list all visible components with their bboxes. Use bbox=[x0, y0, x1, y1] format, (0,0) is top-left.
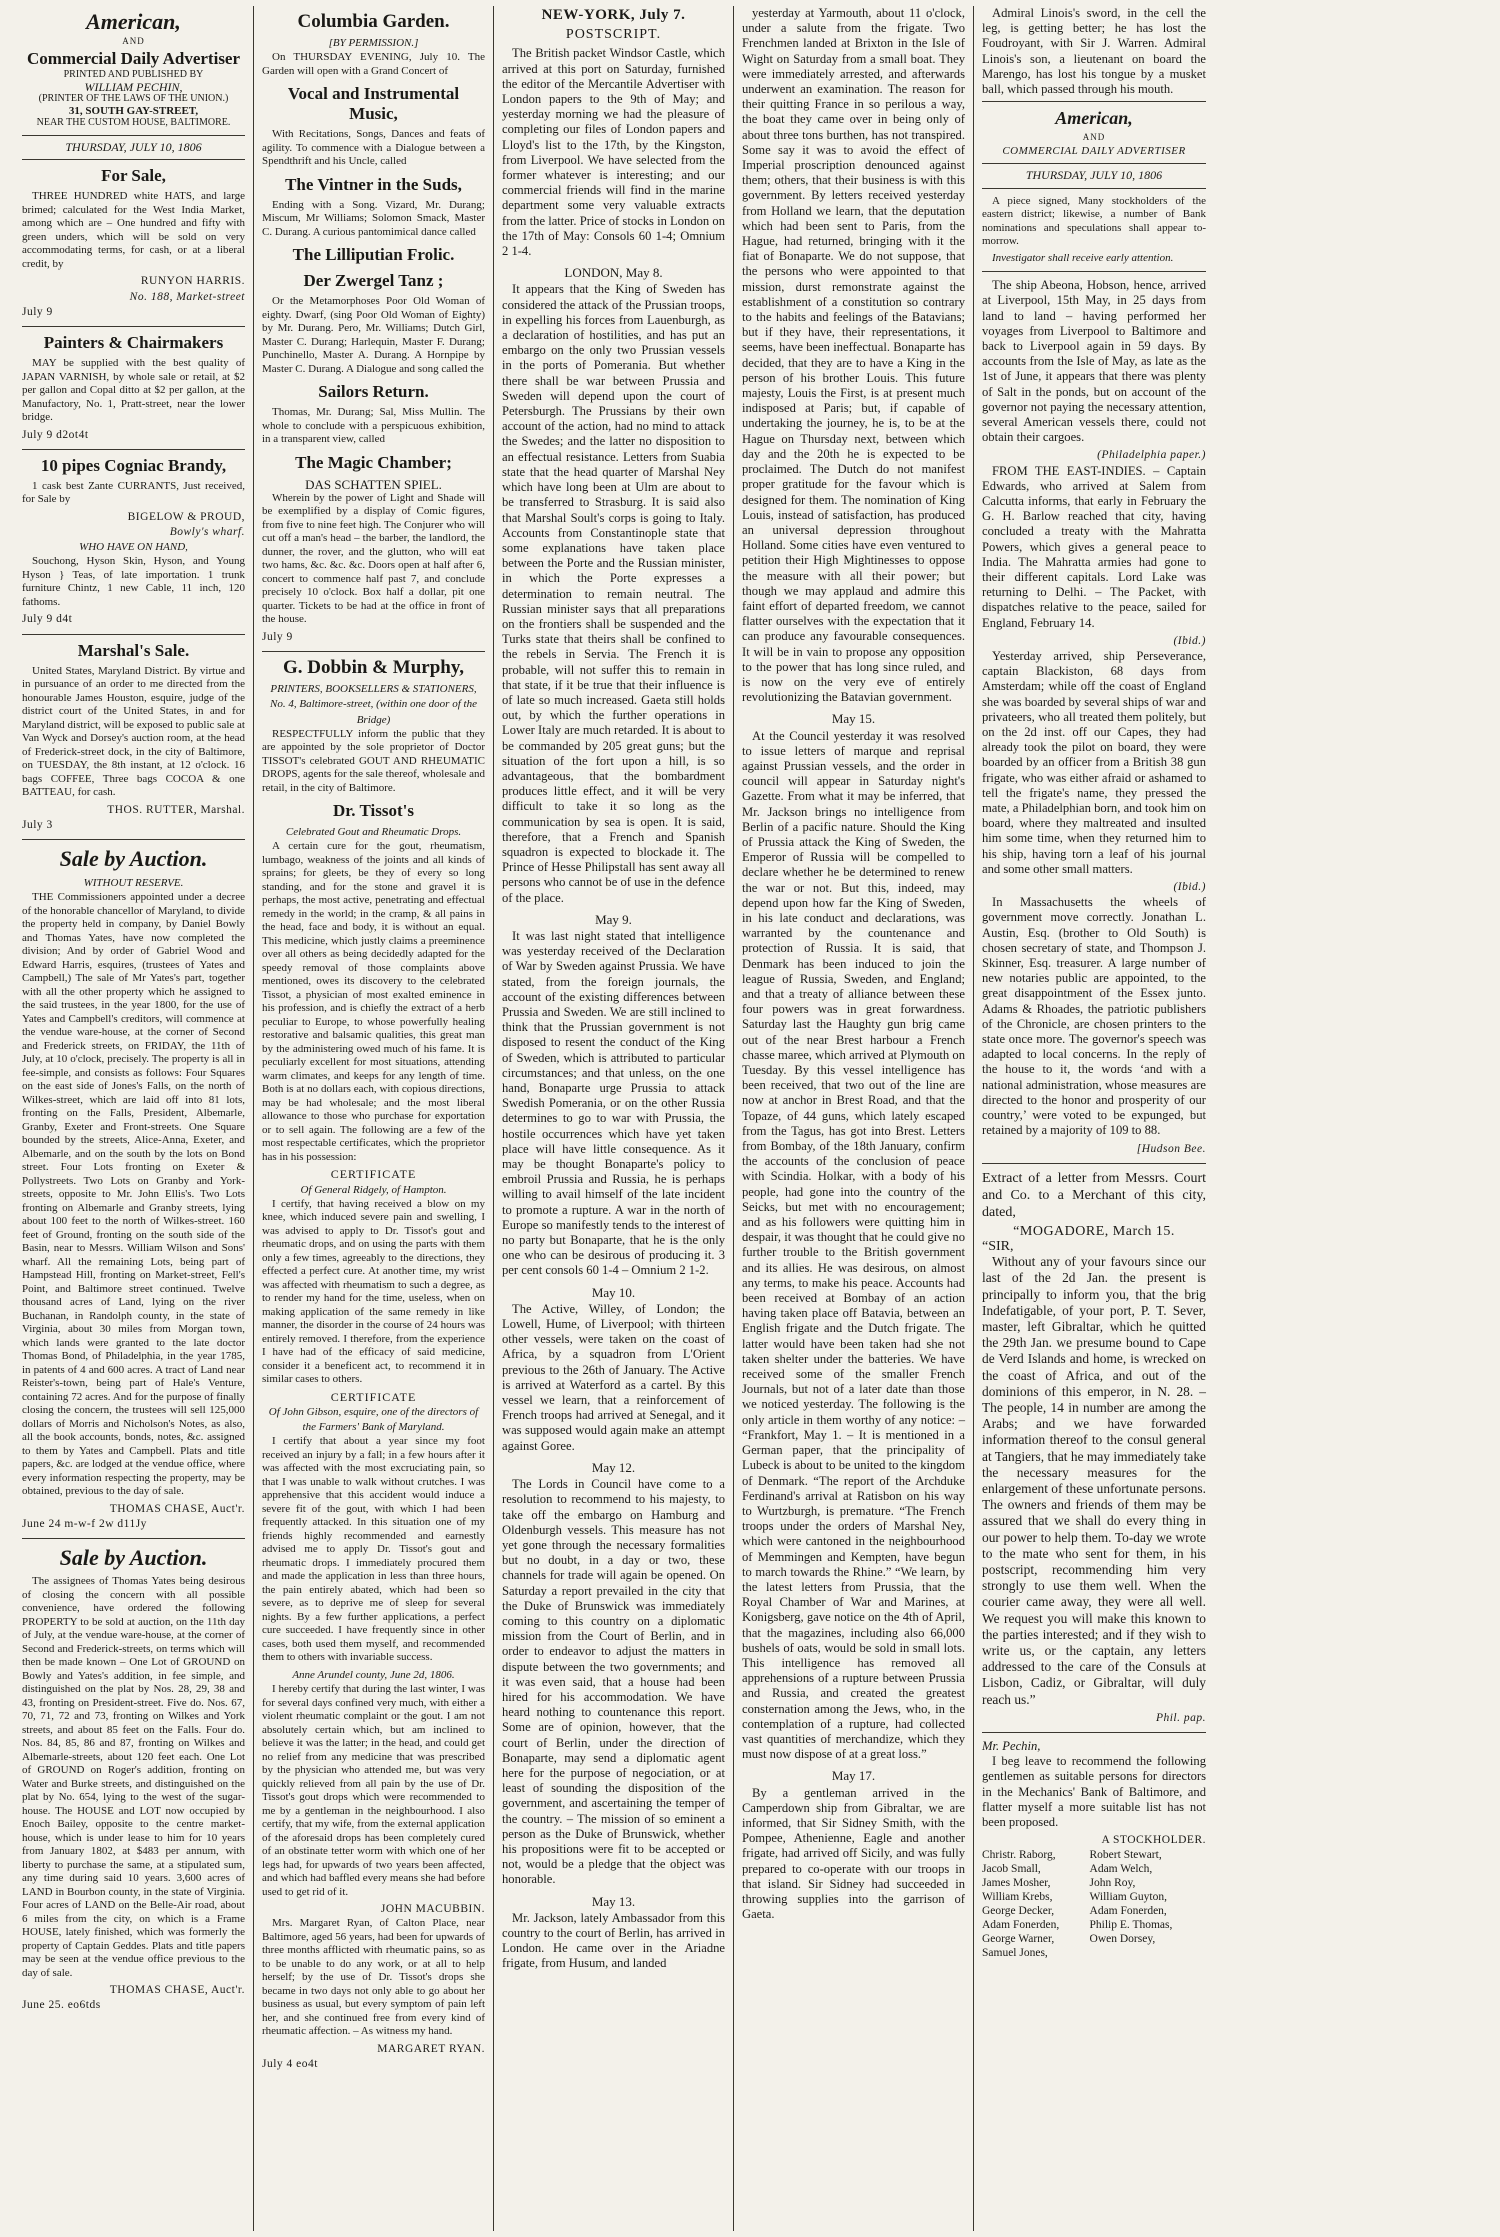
ad-body: Ending with a Song. Vizard, Mr. Durang; Miscum, Mr Williams; Solomon Smack, Master C. Durang. A curious pantomimical dance called bbox=[262, 198, 485, 238]
ad-signature: THOS. RUTTER, Marshal. bbox=[107, 803, 245, 816]
certificate-heading: CERTIFICATE bbox=[330, 1389, 417, 1404]
address-2: NEAR THE CUSTOM HOUSE, BALTIMORE. bbox=[36, 117, 231, 129]
masthead-and: AND bbox=[122, 36, 145, 46]
ad-subheading: WHO HAVE ON HAND, bbox=[79, 541, 188, 554]
editor-note: A piece signed, Many stockholders of the eastern district; likewise, a number of Bank nominations and speculations shall appear to-morrow. bbox=[982, 194, 1206, 248]
editor-note: Investigator shall receive early attention. bbox=[992, 251, 1174, 264]
ad-heading: Columbia Garden. bbox=[297, 11, 450, 32]
column-1 bbox=[14, 6, 254, 2231]
news-body: yesterday at Yarmouth, about 11 o'clock, under a salute from the frigate. Two Frenchmen landed at Brixton in the Isle of Wight on Saturday from a small boat. They were immediately arrested, and afterwards underwent an examination. The reason for their quitting France in so perilous a way, the boat they came over in being only of about three tons burthen, has not transpired. Some say it was to avoid the effect of Imperial proscription denounced against them; others, that their business is with this government. By letters received yesterday from Holland we learn, that the deputation which had been sent to Paris, from the Hague, had returned, bringing with it the fiat of Bonaparte. We do not suppose, that the persons who were appointed to that mission, durst remonstrate against the establishment of a constitution so contrary to the habits and feelings of the Batavians; but if they have, their representations, it seems, have been ineffectual. Bonaparte has decided, that they are to have a King in the person of his brother Louis. This future majesty, Louis the First, is at present much indisposed at Paris; but, if capable of undertaking the journey, he is, to be at the Hague on Thursday next, between which day and the 20th he is expected to be proclaimed. The Dutch do not manifest proper gratitude for the favour which is designed for them. The nomination of King Louis, instead of satisfaction, has produced an universal depression throughout Holland. Some cities have even ventured to petition their High Mightinesses to oppose the measure with all their power; but though we may applaud and admire this faint effort of departed freedom, we cannot flatter ourselves with the expectation that it can produce any favourable consequences. It will be in vain to propose any opposition to the power that has long since ruled, and is now on the very eve of entirely revolutionizing the Batavian government. bbox=[742, 6, 965, 705]
column-2 bbox=[254, 6, 494, 2231]
news-source: (Ibid.) bbox=[1173, 634, 1206, 647]
masthead bbox=[22, 6, 245, 136]
news-body: The ship Abeona, Hobson, hence, arrived at Liverpool, 15th May, in 25 days from land to land – having performed her voyages from Liverpool to Baltimore and back to Liverpool again in 59 days. By accounts from the Isle of May, as late as the 1st of June, it appears that there was plenty of Salt in the ponds, but on account of the governor not paying the necessary attention, several American vessels there, could not obtain their cargoes. bbox=[982, 278, 1206, 445]
director-name: John Roy, bbox=[1089, 1877, 1136, 1890]
ad-body: THE Commissioners appointed under a decree of the honorable chancellor of Maryland, to divide the property held in company, by Daniel Bowly and Thomas Yates, have now completed the division; And by order of Gabriel Wood and Edward Harris, esquires, (trustees of Yates and Campbell,) The sale of Mr Yates's part, together with all the other property which he assigned to the said trustees, in the year 1800, for the use of Yates and Campbell's creditors, will commence at the vendue ware-house, at the corner of Second and Frederick streets, on FRIDAY, the 11th of July, at 10 o'clock, precisely. The property is all in fee-simple, and consists as follows: Four Squares on the east side of Jones's Falls, on the north of Wilkes-street, which are laid off into 81 lots, fronting on the Falls, President, Albemarle, Granby, Exeter and Front-streets. One Square bounded by the streets, Alice-Anna, Exeter, and Albemarle, and on the south by the lots on Bond street. Four Lots fronting on Exeter & Pollystreets. Two Lots on Granby and York-streets, opposite to Mr. John Ellis's. Two Lots fronting on Albemarle and Granby streets, lying about 100 feet to the north of Wilkes-street. 160 feet of Ground, fronting on the south side of the Basin, near to Messrs. William Wilson and Sons' wharf. All the remaining Lots, being part of Hampstead Hill, fronting on Market-street, Fell's Point, and Baltimore street continued. Twelve thousand acres of Land, lying on the river Buchanan, in Randolph county, in the state of Virginia, about 30 miles from Morgan town, which lands were granted to the late doctor Thomas Bond, of Philadelphia, in the year 1785, in patents of 4 and 600 acres. A tract of Land near Reister's-town, being part of Hale's Venture, containing 72 acres. And for the purpose of finally closing the concern, the trustees will sell 125,000 dollars of Morris and Nicholson's Notes, as also, all the book accounts, bonds, notes, &c. assigned to them by Yates and Campbell. Plats and title papers, &c. are lodged at the vendue office, where every information respecting the property, may be obtained, previous to the day of sale. bbox=[22, 891, 245, 1498]
divider bbox=[22, 326, 245, 327]
certificate-subheading: Of General Ridgely, of Hampton. bbox=[300, 1183, 447, 1196]
news-date: May 17. bbox=[831, 1768, 876, 1784]
dateline: THURSDAY, JULY 10, 1806 bbox=[982, 164, 1206, 188]
news-body: The Active, Willey, of London; the Lowell, Hume, of Liverpool; with thirteen other vessels, were taken on the coast of Africa, by a squadron from L'Orient previous to the 26th of January. The Active is arrived at Waterford as a cartel. By this vessel we learn, that a reinforcement of French troops had arrived at Senegal, and it was supposed would again make an attempt against Goree. bbox=[502, 1301, 725, 1453]
ad-subheading: WITHOUT RESERVE. bbox=[83, 876, 184, 889]
ad-body: Souchong, Hyson Skin, Hyson, and Young Hyson } Teas, of late importation. 1 trunk furniture Chintz, 1 new Cable, 11 inch, 120 fathoms. bbox=[22, 555, 245, 608]
masthead-subtitle: COMMERCIAL DAILY ADVERTISER bbox=[1002, 145, 1186, 158]
ad-signature: THOMAS CHASE, Auct'r. bbox=[109, 1502, 245, 1515]
ad-body: MAY be supplied with the best quality of JAPAN VARNISH, by whole sale or retail, at $2 per gallon and Copal ditto at $2 per gallon, at the Manufactory, No. 1, Pratt-street, near the lower bridge. bbox=[22, 357, 245, 424]
ad-body: Or the Metamorphoses Poor Old Woman of eighty. Dwarf, (sing Poor Old Woman of Eighty) by Mr. Durang. Pero, Mr. Williams; Dutch Girl, Master C. Durang; Harlequin, Master F. Durang; Punchinello, Master A. Durang. A Hornpipe by Master C. Durang. A Dialogue and song called the bbox=[262, 295, 485, 375]
news-source: (Ibid.) bbox=[1173, 881, 1206, 894]
divider bbox=[22, 634, 245, 635]
printer-note: (PRINTER OF THE LAWS OF THE UNION.) bbox=[38, 93, 229, 105]
ad-body: A certain cure for the gout, rheumatism, lumbago, weakness of the joints and all kinds of sprains; for gleets, be they of every so long standing, and for the stone and gravel it is perhaps, the most active, penetrating and effectual remedy in the world; in the cramp, & all pains in the head, face and body, it is without an equal. This medicine, which justly claims a preeminence over all others as being decidedly adapted for the speedy removal of those complaints above mentioned, owes its discovery to the celebrated Tissot, a physician of most exalted eminence in his profession, and is chiefly the extract of a herb peculiar to Europe, to whose powerfully healing restorative and balsamic qualities, this great man by the administering owed much of his fame. It is peculiarly excellent for most situations, attending warm climates, and keeps for any length of time. Both is at no dollars each, with copious directions, may be had wholesale; and the most liberal allowance to those who purchase for exportation or to sell again. The following are a few of the most respectable certificates, which the proprietor has in his possession: bbox=[262, 840, 485, 1163]
masthead-title: American, bbox=[86, 9, 181, 34]
ad-signature: BIGELOW & PROUD, bbox=[127, 510, 245, 523]
news-body: At the Council yesterday it was resolved to issue letters of marque and reprisal against Prussian vessels, and the order in council will appear in Saturday night's Gazette. From what it may be inferred, that Mr. Jackson brings no intelligence from Berlin of a pacific nature. Should the King of Prussia attack the King of Sweden, the Emperor of Russia will be compelled to declare whether he be determined to renew the war or not. But this, indeed, may depend upon how far the King of Sweden, in his late conduct and declarations, was warranted by the countenance and protection of Russia. It is said, that Denmark has been induced to join the league of Russia, Sweden, and England; and that a treaty of alliance between these four powers was in great forwardness. Saturday last the Haughty gun brig came out of the near Brest harbour a French chasse maree, which arrived at Plymouth on Tuesday. By this vessel intelligence has been received, that two out of the line are now at anchor in Brest Road, and that the Topaze, of 44 guns, which lately escaped from the Tagus, has got into Brest. Letters from Bombay, of the 18th January, confirm the accounts of the conclusion of peace with Scindia. Holkar, with a body of his people, had gone into the country of the Seicks, but met with no encouragement; and as his followers were quitting him in despair, it was thought that he could give no further trouble to the British government and its allies. He was desirous, on almost any terms, to make his peace. Accounts had been received at Bombay of an action having taken place off Batavia, between an English frigate and the Dutch frigate. The latter would have been taken had she not taken shelter under the batteries. We have received some of the smaller French Journals, but not of a later date than those we noticed yesterday. The following is the only article in them worthy of any notice: – “Frankfort, May 1. – It is mentioned in a German paper, that the principality of Lubeck is about to be united to the kingdom of Denmark. “The report of the Archduke Ferdinand's arrival at Ratisbon on his way to Wurtzburgh, is premature. “The French troops under the orders of Marshal Ney, which were cantoned in the neighbourhood of Memmingen and Kempten, have begun to march towards the Rhine.” “We learn, by the latest letters from Prussia, that the Royal Chamber of War and Marines, at Konigsberg, gave notice on the 4th of April, that the magazines, including also 66,000 bushels of oats, would be sold in small lots. This intelligence has removed all apprehensions of a rupture between Prussia and Russia, and created the greatest consternation among the Jews, who, in the contemplation of a rupture, had collected vast quantities of merchandize, which they must now dispose of at a great loss.” bbox=[742, 728, 965, 1762]
news-body: The Lords in Council have come to a resolution to recommend to his majesty, to take off the embargo on Hamburg and Oldenburgh vessels. This measure has not yet gone through the necessary formalities but no doubt, in a day or two, these channels for trade will again be opened. On Saturday a report prevailed in the city that the Duke of Brunswick was immediately coming to this country on a diplomatic mission from the Court of Berlin, and in order to endeavor to adjust the matters in dispute between the two governments; and it was even said, that a house had been hired for his accommodation. We have heard nothing to countenance this report. Some are of opinion, however, that the court of Berlin, under the direction of Bonaparte, may send a diplomatic agent here for the purpose of negociation, or at least of sounding the disposition of the government, and ascertaining the temper of the country. – The mission of so eminent a person as the Duke of Brunswick, whether his propositions were fit to be accepted or not, would be a pledge that the object was honorable. bbox=[502, 1477, 725, 1887]
news-dateline: NEW-YORK, July 7. bbox=[541, 7, 686, 23]
ad-body: Wherein by the power of Light and Shade will be exemplified by a display of Comic figures, from five to nine feet high. The Conjurer who will cut off a man's head – the barber, the landlord, the dunner, the rover, and the glutton, who will eat two hams, &c. &c. &c. Doors open at half after 6, concert to commence half past 7, and conclude precisely 10 o'clock. Box half a dollar, pit one quarter. Tickets to be had at the office in front of the house. bbox=[262, 491, 485, 626]
ad-signature-address: Bowly's wharf. bbox=[169, 525, 245, 538]
news-body: FROM THE EAST-INDIES. – Captain Edwards, who arrived at Salem from Calcutta informs, that early in February the G. H. Barlow reached that city, having concluded a treaty with the Mahratta Powers, which gives a general peace to India. The Mahratta armies had gone to their different capitals. Lord Lake was returning to Delhi. – The Packet, with dispatches relative to the peace, sailed for England, February 14. bbox=[982, 463, 1206, 630]
ad-date: July 9 d2ot4t bbox=[22, 428, 89, 441]
director-name: George Decker, bbox=[982, 1905, 1055, 1918]
director-name: Philip E. Thomas, bbox=[1089, 1919, 1173, 1932]
news-date: May 15. bbox=[831, 711, 876, 727]
news-body: By a gentleman arrived in the Camperdown ship from Gibraltar, we are informed, that Sir Sidney Smith, with the Pompee, Athenienne, Eagle and another frigate, had arrived off Sicily, and was fully prepared to co-operate with our troops in that island. Sir Sidney had succeeded in throwing supplies into the garrison of Gaeta. bbox=[742, 1785, 965, 1922]
program-title: Der Zwergel Tanz ; bbox=[303, 271, 444, 291]
certificate-place: Anne Arundel county, June 2d, 1806. bbox=[292, 1668, 455, 1681]
news-body: It was last night stated that intelligence was yesterday received of the Declaration of War by Sweden against Prussia. We have stated, from the foreign journals, the account of the existing differences between Prussia and Sweden. We are still inclined to think that the Prussian government is not disposed to resent the conduct of the King of Sweden, which is attributed to particular circumstances; and that unless, on the one hand, Bonaparte urge Prussia to attack Swedish Pomerania, or on the other Russia determines to go to war with Prussia, the hostile occurrences which have yet taken place will have little consequence. As it may be thought Bonaparte's policy to embroil Prussia and Russia, he is perhaps willing to avail himself of the late incident to promote a rupture. A war in the north of Europe so manifestly tends to the interest of no party but Bonaparte, that he is the only one who can be desirous of producing it. 3 per cent consols 60 1-4 – Omnium 2 1-2. bbox=[502, 928, 725, 1278]
ad-heading: Sale by Auction. bbox=[59, 1545, 208, 1571]
director-name: William Krebs, bbox=[982, 1891, 1053, 1904]
news-date: May 13. bbox=[591, 1893, 636, 1909]
printer-name: WILLIAM PECHIN, bbox=[84, 80, 183, 95]
masthead-title: American, bbox=[1055, 108, 1133, 129]
ad-body: THREE HUNDRED white HATS, and large brimed; calculated for the West India Market, among which are – One hundred and fifty with green unders, which will be sold on very accommodating terms, for cash, or at a liberal credit, by bbox=[22, 190, 245, 270]
postscript-heading: POSTSCRIPT. bbox=[565, 27, 662, 43]
letter-place: “MOGADORE, March 15. bbox=[1013, 1223, 1175, 1239]
news-date: LONDON, May 8. bbox=[564, 265, 663, 281]
ad-heading: Marshal's Sale. bbox=[77, 640, 190, 660]
letter-heading: Extract of a letter from Messrs. Court and Co. to a Merchant of this city, dated, bbox=[982, 1170, 1206, 1220]
director-name: Adam Fonerden, bbox=[982, 1919, 1060, 1932]
certificate-heading: CERTIFICATE bbox=[330, 1167, 417, 1182]
divider bbox=[262, 651, 485, 652]
director-name: Samuel Jones, bbox=[982, 1947, 1048, 1960]
printer-line: PRINTED AND PUBLISHED BY bbox=[63, 69, 204, 81]
masthead-small bbox=[982, 101, 1206, 164]
ad-date: June 24 m-w-f 2w d11Jy bbox=[22, 1517, 147, 1530]
column-3 bbox=[494, 6, 734, 2231]
ad-date: July 9 bbox=[262, 630, 293, 643]
ad-heading: 10 pipes Cogniac Brandy, bbox=[40, 455, 227, 475]
program-subtitle: DAS SCHATTEN SPIEL. bbox=[305, 476, 442, 492]
letter-signature: A STOCKHOLDER. bbox=[1101, 1834, 1206, 1847]
news-body: Admiral Linois's sword, in the cell the leg, is getting better; he has lost the Foudroyant, with Sir J. Warren. Admiral Linois's son, a lieutenant on board the Marengo, has lost his tongue by a musket ball, which passed through his mouth. bbox=[982, 6, 1206, 97]
ad-date: July 4 eo4t bbox=[262, 2058, 318, 2071]
ad-heading: Painters & Chairmakers bbox=[43, 333, 224, 353]
column-4 bbox=[734, 6, 974, 2231]
masthead-subtitle: Commercial Daily Advertiser bbox=[26, 49, 241, 69]
ad-signature: THOMAS CHASE, Auct'r. bbox=[109, 1984, 245, 1997]
news-date: May 9. bbox=[595, 911, 632, 927]
director-name: Robert Stewart, bbox=[1089, 1849, 1162, 1862]
divider bbox=[22, 449, 245, 450]
director-name: Owen Dorsey, bbox=[1089, 1933, 1156, 1946]
ad-date: July 9 d4t bbox=[22, 613, 73, 626]
ad-body: The assignees of Thomas Yates being desirous of closing the concern with all possible convenience, have ordered the following PROPERTY to be sold at auction, on the 11th day of July, at the vendue ware-house, at the corner of Second and Frederick-streets, on terms which will then be made known – One Lot of GROUND on Bowly and Yates's addition, in fee simple, and distinguished on the plat by Nos. 28, 29, 38 and 43, fronting on President-street. Five do. Nos. 67, 70, 71, 72 and 73, fronting on Wilkes and York streets, and about 85 feet on the Falls. Four do. Nos. 84, 85, 86 and 87, fronting on Wilkes and Albemarle-streets, about 120 feet each. One Lot of GROUND on Roger's addition, fronting on Water and Burke streets, and distinguished on the plat by No. 654, lying to the west of the sugar-house. The HOUSE and LOT now occupied by Enoch Bailey, opposite to the centre market-house, which is under lease to him for 10 years from January 1802, at $483 per annum, with liberty to purchase the same, at a stipulated sum, any time during said 10 years. 3,600 acres of LAND in Bourbon county, in the state of Virginia. Four acres of LAND on the Belle-Air road, about 6 miles from the city, on which is a Frame HOUSE, lately finished, which was formerly the property of Captain Geddes. Plats and title papers may be seen at the vendue office previous to the day of sale. bbox=[22, 1575, 245, 1979]
certificate-subheading: Of John Gibson, esquire, one of the directors of the Farmers' Bank of Maryland. bbox=[268, 1406, 479, 1434]
director-name: Jacob Small, bbox=[982, 1863, 1041, 1876]
ad-subheading: PRINTERS, BOOKSELLERS & STATIONERS, No. 4, Baltimore-street, (within one door of the Bridge) bbox=[270, 683, 477, 726]
divider bbox=[22, 839, 245, 840]
certificate-body: I certify that about a year since my foot received an injury by a fall; in a few hours after it was affected with the most excruciating pain, so that I was unable to walk without crutches. I was apprehensive that this accident would induce a severe fit of the gout, with which I had been frequently attacked. In this situation one of my friends highly recommended and earnestly advised me to apply Dr. Tissot's gout and rheumatic drops. I immediately procured them and made the application in less than three hours, the pain entirely abated, which had been so severe, as to deprive me of sleep for several nights. By a few further applications, a perfect cure succeeded. I have frequently since in other cases, both used them myself, and recommended them to others with invariable success. bbox=[262, 1435, 485, 1664]
ad-date: July 3 bbox=[22, 818, 53, 831]
news-body: Yesterday arrived, ship Perseverance, captain Blackiston, 68 days from Amsterdam; while off the coast of England she was boarded by several ships of war and privateers, who all treated them politely, but on the 2d inst. off our Capes, they had already took the pilot on board, they were boarded by an officer from a British 38 gun frigate, who was either afraid or ashamed to tell the frigate's name, they pressed the mate, a Philadelphian born, and took him on board, where they maltreated and insulted him some time, when they returned him to his ship, having torn a leaf of his journal and some other small matters. bbox=[982, 649, 1206, 876]
letter-body: Without any of your favours since our last of the 2d Jan. the present is principally to inform you, that the brig Indefatigable, of your port, P. T. Sever, master, left Gibraltar, which he quitted the 29th Jan. we presume bound to Cape de Verd Islands and home, is wrecked on the coast of Africa, and out of the dominions of this emperor, in N. 28. – The people, 14 in number are among the Arabs; and we have forwarded information thereof to the consul general at Tangiers, that he may immediately take the necessary measures for the enlargement of these unfortunate persons. The owners and friends of them may be assured that we shall do every thing in our power to help them. To-day we wrote to the mate who sent for them, in his postscript, recommending him very strongly to use them well. When the courier came away, they were all well. We request you will make this known to the parties interested; and if they wish to write us, or the captain, any letters addressed to the care of the Consuls at Lisbon, Cadiz, or Gibraltar, will duly reach us.” bbox=[982, 1254, 1206, 1707]
director-name: Christr. Raborg, bbox=[982, 1849, 1056, 1862]
letter-source: Phil. pap. bbox=[1155, 1711, 1206, 1724]
divider bbox=[982, 1163, 1206, 1164]
news-date: May 12. bbox=[591, 1459, 636, 1475]
ad-body: United States, Maryland District. By virtue and in pursuance of an order to me directed from the honourable James Houston, esquire, judge of the district court of the United States, in and for Maryland district, will be exposed to public sale at Van Wyck and Dorsey's auction room, at the head of Frederick-street dock, in the city of Baltimore, on TUESDAY, the 8th instant, at 12 o'clock. 16 bags COFFEE, Three bags COCOA & one BATTEAU, for cash. bbox=[22, 664, 245, 799]
letter-salutation: “SIR, bbox=[982, 1238, 1014, 1254]
director-name: Adam Welch, bbox=[1089, 1863, 1153, 1876]
ad-signature: RUNYON HARRIS. bbox=[140, 275, 245, 288]
column-5 bbox=[974, 6, 1214, 2231]
ad-date: July 9 bbox=[22, 305, 53, 318]
ad-date: June 25. eo6tds bbox=[22, 1999, 101, 2012]
letter-body: I beg leave to recommend the following gentlemen as suitable persons for directors in the Mechanics' Bank of Baltimore, and flatter myself a more suitable list has not been proposed. bbox=[982, 1754, 1206, 1830]
ad-heading: Dr. Tissot's bbox=[333, 801, 414, 821]
program-title: The Magic Chamber; bbox=[295, 452, 452, 472]
certificate-signature: JOHN MACUBBIN. bbox=[380, 1903, 485, 1916]
director-name: George Warner, bbox=[982, 1933, 1055, 1946]
ad-heading: G. Dobbin & Murphy, bbox=[282, 657, 465, 679]
news-body: In Massachusetts the wheels of government move correctly. Jonathan L. Austin, Esq. (brother to Old South) is chosen secretary of state, and Thompson J. Skinner, Esq. treasurer. A large number of new notaries public are appointed, to the great disappointment of the Essex junto. Adams & Rhoades, the patriotic publishers of the Chronicle, are chosen printers to the state once more. The governor's speech was adapted to local concerns. In the reply of the house to it, the words ‘and with a national administration, whose measures are directed to the honor and prosperity of our country,’ were voted to be expunged, but retained by a majority of 109 to 88. bbox=[982, 895, 1206, 1138]
news-body: Mr. Jackson, lately Ambassador from this country to the court of Berlin, has arrived in London. He came over in the Ariadne frigate, from Husum, and landed bbox=[502, 1910, 725, 1971]
program-title: Sailors Return. bbox=[318, 382, 429, 402]
director-name: Adam Fonerden, bbox=[1089, 1905, 1167, 1918]
certificate-signature: MARGARET RYAN. bbox=[377, 2042, 485, 2055]
divider bbox=[982, 1732, 1206, 1733]
director-name: William Guyton, bbox=[1089, 1891, 1167, 1904]
ad-subheading: Celebrated Gout and Rheumatic Drops. bbox=[285, 826, 462, 839]
program-title: The Lilliputian Frolic. bbox=[292, 245, 455, 265]
masthead-and: AND bbox=[1082, 132, 1106, 143]
director-names-list bbox=[982, 1848, 1206, 1960]
news-source: [Hudson Bee. bbox=[1136, 1142, 1206, 1155]
ad-subheading: [BY PERMISSION.] bbox=[328, 37, 419, 49]
ad-heading: Sale by Auction. bbox=[59, 845, 208, 871]
dateline: THURSDAY, JULY 10, 1806 bbox=[22, 136, 245, 160]
certificate-body: I certify, that having received a blow on my knee, which induced severe pain and swelling, I was advised to apply to Dr. Tissot's gout and rheumatic drops, and on using the parts with them only a few times, agreeably to the directions, they effected a perfect cure. At another time, my wrist was affected with rheumatism to such a degree, as to render my hand for the time, useless, when on making application of the same remedy in like manner, the disorder in the course of 24 hours was entirely removed. I therefore, from the experience I have had of the efficacy of said medicine, consider it a beneficent act, to recommend it in similar cases to others. bbox=[262, 1197, 485, 1386]
news-body: It appears that the King of Sweden has considered the attack of the Prussian troops, in expelling his forces from Lauenburgh, as a declaration of hostilities, and has put an embargo on the only two Prussian vessels in the ports of Pomerania. But whether there shall be war between Prussia and Sweden will depend upon the court of Petersburgh. The Prussians by their own account of the action, had no mind to attack the Swedes; and the latter no disposition to an effectual resistance. Letters from Suabia state that the head quarter of Marshal Ney which have long been at Ulm are about to be transferred to Strasburg. It is said also that Marshal Soult's corps is going to Italy. Accounts from Constantinople state that some explanations have taken place between the Porte and the Russian minister, in which the Porte expresses a determination to remain neutral. The Russian minister says that all preparations on the frontiers shall be suspended and the Turks state that theirs shall be confined to the rebels in Servia. The French it is probable, will not suffer this to remain in that state, if it be true that their influence is of late so much increased. Gaeta still holds out, by which the further operations in Lower Italy are much retarded. It is about to be commanded by 205 great guns; but the situation of the fort upon a hill, is so advantageous, that the bombardment produces little effect, and it will be very difficult to take it so long as the communication by sea is open. It is said, therefore, that a French and Spanish squadron is expected to blockade it. The Prince of Hesse Philipstall has sent away all persons who cannot be of use in the defence of the place. bbox=[502, 282, 725, 905]
ad-body: On THURSDAY EVENING, July 10. The Garden will open with a Grand Concert of bbox=[262, 51, 485, 77]
program-title: The Vintner in the Suds, bbox=[285, 174, 462, 194]
certificate-body: Mrs. Margaret Ryan, of Calton Place, near Baltimore, aged 56 years, had been for upwards of three months afflicted with rheumatic pains, so as to be unable to do any work, or at all to help herself; by the use of Dr. Tissot's drops she became in two days not only able to go about her business as usual, but every symptom of pain left her, and she continued free from every kind of rheumatic affection. – As witness my hand. bbox=[262, 1917, 485, 2038]
letter-recipient: Mr. Pechin, bbox=[982, 1739, 1041, 1753]
news-date: May 10. bbox=[591, 1284, 636, 1300]
certificate-body: I hereby certify that during the last winter, I was for several days confined very much, with either a violent rheumatic complaint or the gout. I am not absolutely certain which, but am inclined to believe it was the latter; in the head, and could get no relief from any medicine that was prescribed by the physician who attended me, but was very quickly relieved from all pain by the use of Dr. Tissot's gout drops which were recommended to me by a gentleman in the neighbourhood. I also certify, that my wife, from the external application of the aforesaid drops has been completely cured of an obstinate tetter worm with which one of her legs had, for upwards of two years been affected, and which had baffled every means she had before used to get rid of it. bbox=[262, 1683, 485, 1898]
news-body: The British packet Windsor Castle, which arrived at this port on Saturday, furnished the editor of the Mercantile Advertiser with London papers to the 9th of May; and yesterday morning we had the pleasure of completing our files of London papers and Lloyd's list to the 17th, by the Kingston, from Liverpool. We have selected from the former whatever is interesting; and our commercial friends will find in the marine department some very valuable extracts from the latter. Price of stocks in London on the 17th of May: Consols 60 1-4; Omnium 2 1-4. bbox=[502, 46, 725, 259]
ad-heading: For Sale, bbox=[101, 166, 166, 186]
ad-body: With Recitations, Songs, Dances and feats of agility. To commence with a Dialogue between a Spendthrift and his Uncle, called bbox=[262, 128, 485, 168]
ad-body: Thomas, Mr. Durang; Sal, Miss Mullin. The whole to conclude with a perspicuous exhibition, in a transparent view, called bbox=[262, 406, 485, 446]
news-source: (Philadelphia paper.) bbox=[1097, 449, 1206, 462]
divider bbox=[22, 1538, 245, 1539]
address: 31, SOUTH GAY-STREET, bbox=[68, 105, 199, 118]
divider bbox=[982, 271, 1206, 272]
ad-body: 1 cask best Zante CURRANTS, Just received, for Sale by bbox=[22, 479, 245, 506]
ad-body: RESPECTFULLY inform the public that they are appointed by the sole proprietor of Doctor TISSOT's celebrated GOUT AND RHEUMATIC DROPS, agents for the sale thereof, wholesale and retail, in the city of Baltimore. bbox=[262, 727, 485, 794]
director-name: James Mosher, bbox=[982, 1877, 1051, 1890]
ad-signature-address: No. 188, Market-street bbox=[129, 290, 245, 303]
program-title: Vocal and Instrumental Music, bbox=[287, 84, 460, 124]
